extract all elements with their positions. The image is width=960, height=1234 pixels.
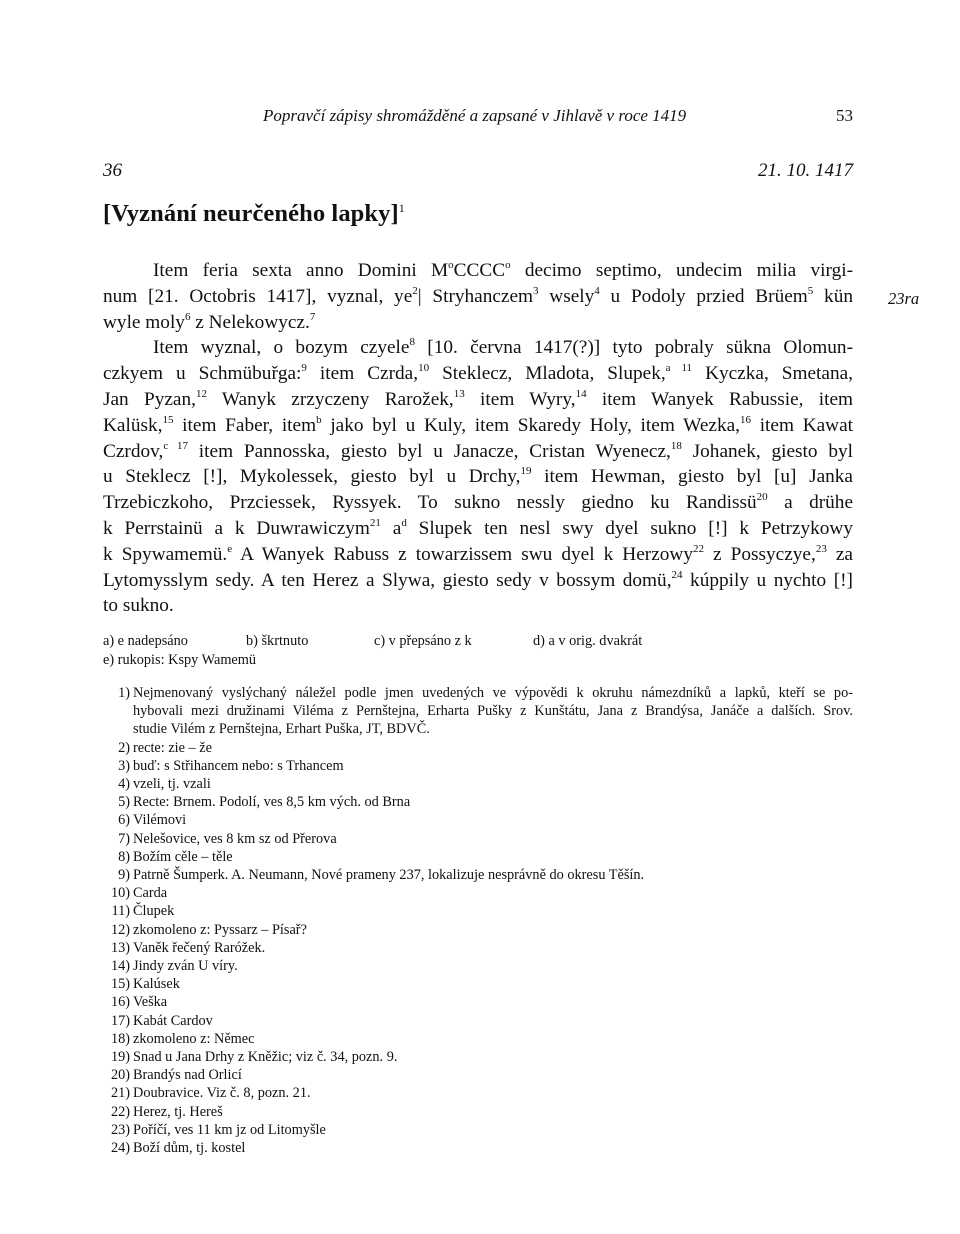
footnote-line: Doubravice. Viz č. 8, pozn. 21. xyxy=(133,1085,311,1102)
footnote-text xyxy=(130,957,853,975)
footnote xyxy=(103,1139,853,1157)
footnote-number: 6) xyxy=(118,812,130,829)
textual-note-row xyxy=(103,632,853,651)
footnote xyxy=(103,684,853,739)
textual-note: b) škrtnuto xyxy=(246,633,309,649)
textual-notes xyxy=(103,632,853,670)
footnote xyxy=(103,993,853,1011)
footnote-line: studie Vilém z Pernštejna, Erhart Puška, JT, BDVČ. xyxy=(133,721,430,738)
footnote-number: 17) xyxy=(110,1012,130,1029)
body-line: k Spywamemü.$^e$ A Wanyek Rabuss z towarzissem swu dyel k Herzowy$^{22}$ z Possyczye,$^{23}$ za xyxy=(103,542,853,565)
footnote-line: Vaněk řečený Raróžek. xyxy=(133,939,266,956)
footnote-number: 23) xyxy=(110,1121,130,1138)
body-line: k Perrstainü a k Duwrawiczym$^{21}$ $a^d$ Slupek ten nesl swy dyel sukno [!] k Petrzykowy xyxy=(103,516,853,539)
footnote-number: 5) xyxy=(118,794,130,811)
footnote-number: 21) xyxy=(110,1085,130,1102)
footnote-text xyxy=(130,884,853,902)
body-line: Item feria sexta anno Domini $M^oCCCC^o$ decimo septimo, undecim milia virgi- xyxy=(153,259,853,281)
footnote xyxy=(103,811,853,829)
footnote-line: Nejmenovaný vyslýchaný náležel podle jmen uvedených ve výpovědi k okruhu námezdníků a lapků, kteří se po- xyxy=(133,685,853,701)
footnote-text xyxy=(130,1121,853,1139)
footnote-number: 3) xyxy=(118,757,130,774)
footnote-text xyxy=(130,902,853,920)
footnote-text xyxy=(130,1030,853,1048)
footnote-line: Poříčí, ves 11 km jz od Litomyšle xyxy=(133,1121,326,1138)
footnote-text xyxy=(130,684,853,739)
footnote-text xyxy=(130,993,853,1011)
footnote-text xyxy=(130,793,853,811)
footnote-line: recte: zie – že xyxy=(133,739,212,756)
footnote-text xyxy=(130,1048,853,1066)
footnote-text xyxy=(130,1066,853,1084)
margin-folio: 23ra xyxy=(888,289,920,308)
footnote-text xyxy=(130,866,853,884)
footnote-text xyxy=(130,921,853,939)
footnote-line: hybovali mezi družinami Viléma z Pernštejna, Erharta Pušky z Kunštátu, Jana z Brandýsa, Janáče a dalších. Srov. xyxy=(133,703,853,720)
footnote-line: Veška xyxy=(133,994,168,1011)
textual-note: a) e nadepsáno xyxy=(103,633,188,649)
footnote xyxy=(103,884,853,902)
footnote-text xyxy=(130,975,853,993)
footnote-line: Vilémovi xyxy=(133,812,187,829)
footnote xyxy=(103,793,853,811)
footnote-text xyxy=(130,1103,853,1121)
document-title-note: 1 xyxy=(398,201,405,215)
footnote-text xyxy=(130,775,853,793)
footnote-line: Kalúsek xyxy=(133,976,180,993)
footnote-line: Jindy zván U víry. xyxy=(133,958,238,975)
footnote-line: Brandýs nad Orlicí xyxy=(133,1067,242,1084)
footnote-line: Snad u Jana Drhy z Kněžic; viz č. 34, pozn. 9. xyxy=(133,1049,398,1066)
footnote-number: 16) xyxy=(110,994,130,1011)
footnote xyxy=(103,1121,853,1139)
footnote-line: Patrně Šumperk. A. Neumann, Nové prameny 237, lokalizuje nesprávně do okresu Těšín. xyxy=(133,867,645,884)
footnote-number: 15) xyxy=(110,976,130,993)
running-head xyxy=(103,106,853,128)
footnote-number: 18) xyxy=(110,1030,130,1047)
footnote xyxy=(103,975,853,993)
footnote xyxy=(103,957,853,975)
footnote-line: zkomoleno z: Němec xyxy=(133,1030,255,1047)
footnote-number: 9) xyxy=(118,867,130,884)
footnote-text xyxy=(130,848,853,866)
footnote-number: 24) xyxy=(110,1140,130,1157)
footnote-text xyxy=(130,1084,853,1102)
footnote xyxy=(103,866,853,884)
body-line: wyle moly$^6$ z Nelekowycz.$^7$ xyxy=(103,310,316,333)
footnote-line: zkomoleno z: Pyssarz – Písař? xyxy=(133,921,307,938)
footnote-line: vzeli, tj. vzali xyxy=(133,776,211,793)
footnote xyxy=(103,1048,853,1066)
body-line: Trzebiczkoho, Przciessek, Ryssyek. To sukno nessly giedno ku Randissü$^{20}$ a drühe xyxy=(103,491,853,514)
footnote-number: 10) xyxy=(110,885,130,902)
document-header xyxy=(103,160,853,184)
footnote-text xyxy=(130,939,853,957)
footnote-number: 14) xyxy=(110,958,130,975)
footnote xyxy=(103,757,853,775)
footnote-line: Nelešovice, ves 8 km sz od Přerova xyxy=(133,830,337,847)
footnote-line: Člupek xyxy=(133,903,175,920)
footnote xyxy=(103,830,853,848)
footnote xyxy=(103,939,853,957)
body-text xyxy=(103,258,853,619)
footnote-number: 12) xyxy=(110,921,130,938)
footnote-number: 19) xyxy=(110,1049,130,1066)
document-title-text: [Vyznání neurčeného lapky] xyxy=(103,200,399,227)
footnote-number: 1) xyxy=(118,685,130,701)
footnote-line: Herez, tj. Hereš xyxy=(133,1103,223,1120)
footnote xyxy=(103,1084,853,1102)
footnote-text xyxy=(130,830,853,848)
footnote-number: 4) xyxy=(118,776,130,793)
footnote-text xyxy=(130,757,853,775)
footnote xyxy=(103,739,853,757)
footnote-text xyxy=(130,1012,853,1030)
footnote xyxy=(103,775,853,793)
body-line: u Steklecz [!], Mykolessek, giesto byl u Drchy,$^{19}$ item Hewman, giesto byl [u] Janka xyxy=(103,465,853,488)
footnote-number: 8) xyxy=(118,848,130,865)
body-line: Kalüsk,$^{15}$ item Faber, item$^b$ jako byl u Kuly, item Skaredy Holy, item Wezka,$^{16}$ item Kawat xyxy=(103,413,854,436)
footnote-text xyxy=(130,811,853,829)
footnote-number: 13) xyxy=(110,939,130,956)
footnote-line: Recte: Brnem. Podolí, ves 8,5 km vých. od Brna xyxy=(133,794,411,811)
textual-note: c) v přepsáno z k xyxy=(374,633,472,649)
footnote xyxy=(103,1066,853,1084)
document-title xyxy=(103,200,405,228)
footnote xyxy=(103,921,853,939)
body-line: to sukno. xyxy=(103,595,174,617)
footnote-number: 22) xyxy=(110,1103,130,1120)
footnote-number: 20) xyxy=(110,1067,130,1084)
footnote-number: 7) xyxy=(118,830,130,847)
footnote-number: 2) xyxy=(118,739,130,756)
footnote-line: Božím cěle – těle xyxy=(133,848,233,865)
footnote xyxy=(103,902,853,920)
footnote xyxy=(103,1103,853,1121)
running-title: Popravčí zápisy shromážděné a zapsané v Jihlavě v roce 1419 xyxy=(263,106,687,125)
body-line: num [21. Octobris 1417], vyznal, $ye^2|$ Stryhanczem$^3$ wsely$^4$ u Podoly przied Brüem$^5$ kün xyxy=(103,284,853,307)
body-line: Czrdov,$^{c 17}$ item Pannosska, giesto byl u Janacze, Cristan Wyenecz,$^{18}$ Johanek, giesto byl xyxy=(103,439,853,462)
body-line: Lytomysslym sedy. A ten Herez a Slywa, giesto sedy v bossym domü,$^{24}$ kúppily u nychto [!] xyxy=(103,568,853,591)
footnote xyxy=(103,848,853,866)
footnote-line: buď: s Střihancem nebo: s Trhancem xyxy=(133,757,344,774)
textual-note-row xyxy=(103,651,853,670)
textual-note: d) a v orig. dvakrát xyxy=(533,633,643,649)
footnotes xyxy=(103,684,853,1157)
body-line: czkyem u Schmübuřga:$^9$ item Czrda,$^{10}$ Steklecz, Mladota, Slupek,$^{a 11}$ Kyczka, Smetana, xyxy=(103,362,853,385)
footnote-number: 11) xyxy=(111,903,130,920)
body-line: Item wyznal, o bozym czyele$^8$ [10. června 1417(?)] tyto pobraly sükna Olomun- xyxy=(153,336,853,359)
footnote-text xyxy=(130,1139,853,1157)
document-number: 36 xyxy=(103,160,122,181)
page-number: 53 xyxy=(836,106,853,125)
footnote xyxy=(103,1030,853,1048)
document-date: 21. 10. 1417 xyxy=(758,160,853,181)
body-line: Jan Pyzan,$^{12}$ Wanyk zrzyczeny Rarožek,$^{13}$ item Wyry,$^{14}$ item Wanyek Rabussie, item xyxy=(103,387,854,410)
textual-note: e) rukopis: Kspy Wamemü xyxy=(103,652,257,668)
footnote xyxy=(103,1012,853,1030)
footnote-line: Kabát Cardov xyxy=(133,1012,213,1029)
footnote-line: Boží dům, tj. kostel xyxy=(133,1140,246,1157)
footnote-text xyxy=(130,739,853,757)
footnote-line: Carda xyxy=(133,885,168,902)
